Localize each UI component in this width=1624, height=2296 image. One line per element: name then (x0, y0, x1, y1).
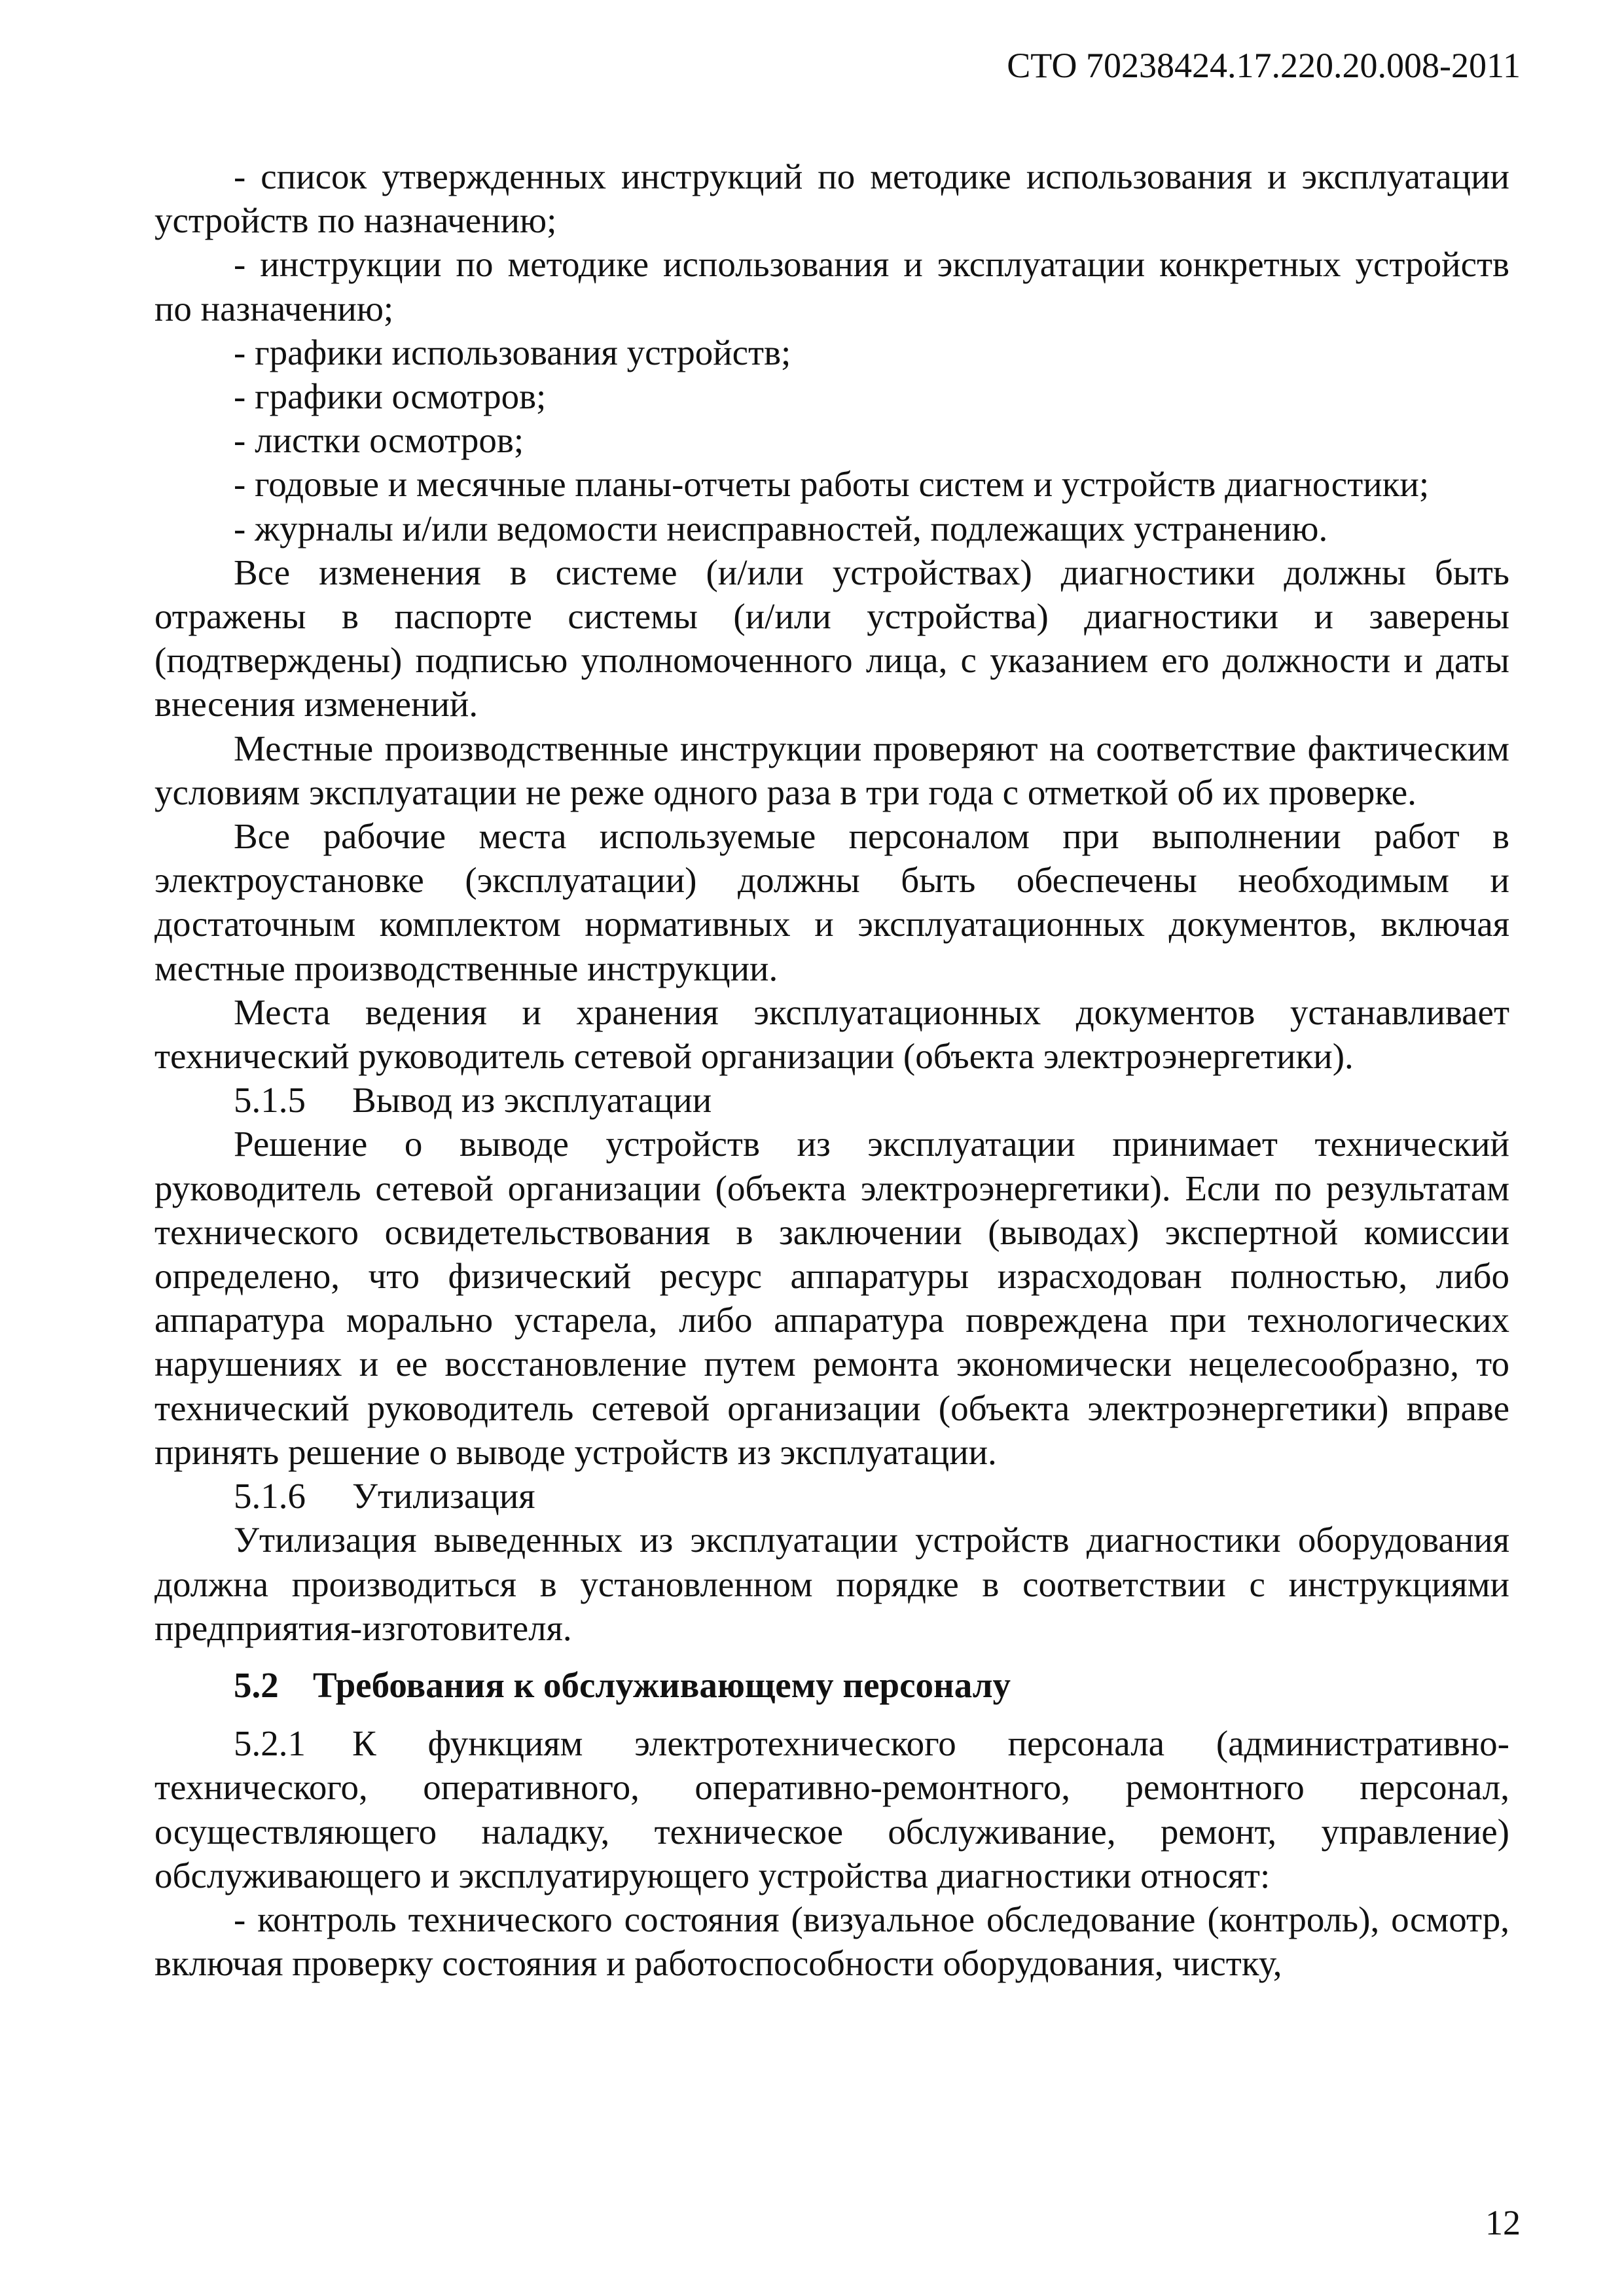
paragraph: Утилизация выведенных из эксплуатации устройств диагностики оборудования должна производиться в установленном порядке в соответствии с инструкциями предприятия-изготовителя. (154, 1520, 1509, 1648)
section-heading-5-1-6 (154, 1474, 1509, 1518)
list-item: - контроль технического состояния (визуальное обследование (контроль), осмотр, включая проверку состояния и работоспособности оборудования, чистку, (154, 1899, 1509, 1984)
section-number: 5.2 (234, 1664, 279, 1705)
section-title: Требования к обслуживающему персоналу (313, 1664, 1011, 1705)
section-number: 5.1.6 (234, 1476, 306, 1516)
list-item: - листки осмотров; (234, 420, 524, 461)
document-code-header: СТО 70238424.17.220.20.008-2011 (1007, 46, 1521, 85)
page-number: 12 (1485, 2203, 1521, 2242)
list-item: - список утвержденных инструкций по методике использования и эксплуатации устройств по назначению; (154, 156, 1509, 241)
paragraph-text: К функциям электротехнического персонала (административно-технического, оперативного, оперативно-ремонтного, ремонтного персонал, осуществляющего наладку, техническое обслуживание, ремонт, управление) обслуживающего и эксплуатирующего устройства диагностики относят: (154, 1723, 1509, 1895)
list-item: - годовые и месячные планы-отчеты работы систем и устройств диагностики; (234, 464, 1430, 505)
paragraph: Места ведения и хранения эксплуатационных документов устанавливает технический руководитель сетевой организации (объекта электроэнергетики). (154, 992, 1509, 1077)
list-item: - графики использования устройств; (234, 332, 791, 372)
section-title: Вывод из эксплуатации (352, 1080, 712, 1121)
list-item: - графики осмотров; (234, 376, 547, 417)
paragraph: Решение о выводе устройств из эксплуатации принимает технический руководитель сетевой организации (объекта электроэнергетики). Если по результатам технического освидетельствования в заключении (выводах) экспертной комиссии определено, что физический ресурс аппаратуры израсходован полностью, либо аппаратура морально устарела, либо аппаратура повреждена при технологических нарушениях и ее восстановление путем ремонта экономически нецелесообразно, то технический руководитель сетевой организации (объекта электроэнергетики) вправе принять решение о выводе устройств из эксплуатации. (154, 1124, 1509, 1472)
section-title: Утилизация (352, 1476, 535, 1516)
section-heading-5-2 (154, 1663, 1509, 1707)
paragraph-5-2-1 (154, 1721, 1509, 1897)
list-item: - инструкции по методике использования и эксплуатации конкретных устройств по назначению; (154, 244, 1509, 329)
section-number: 5.1.5 (234, 1080, 306, 1121)
paragraph: Все изменения в системе (и/или устройствах) диагностики должны быть отражены в паспорте системы (и/или устройства) диагностики и заверены (подтверждены) подписью уполномоченного лица, с указанием его должности и даты внесения изменений. (154, 552, 1509, 725)
document-body (154, 154, 1509, 1985)
list-item: - журналы и/или ведомости неисправностей, подлежащих устранению. (234, 508, 1328, 548)
section-number: 5.2.1 (234, 1723, 306, 1764)
paragraph: Все рабочие места используемые персоналом при выполнении работ в электроустановке (эксплуатации) должны быть обеспечены необходимым и достаточным комплектом нормативных и эксплуатационных документов, включая местные производственные инструкции. (154, 816, 1509, 988)
section-heading-5-1-5 (154, 1078, 1509, 1122)
paragraph: Местные производственные инструкции проверяют на соответствие фактическим условиям эксплуатации не реже одного раза в три года с отметкой об их проверке. (154, 728, 1509, 812)
